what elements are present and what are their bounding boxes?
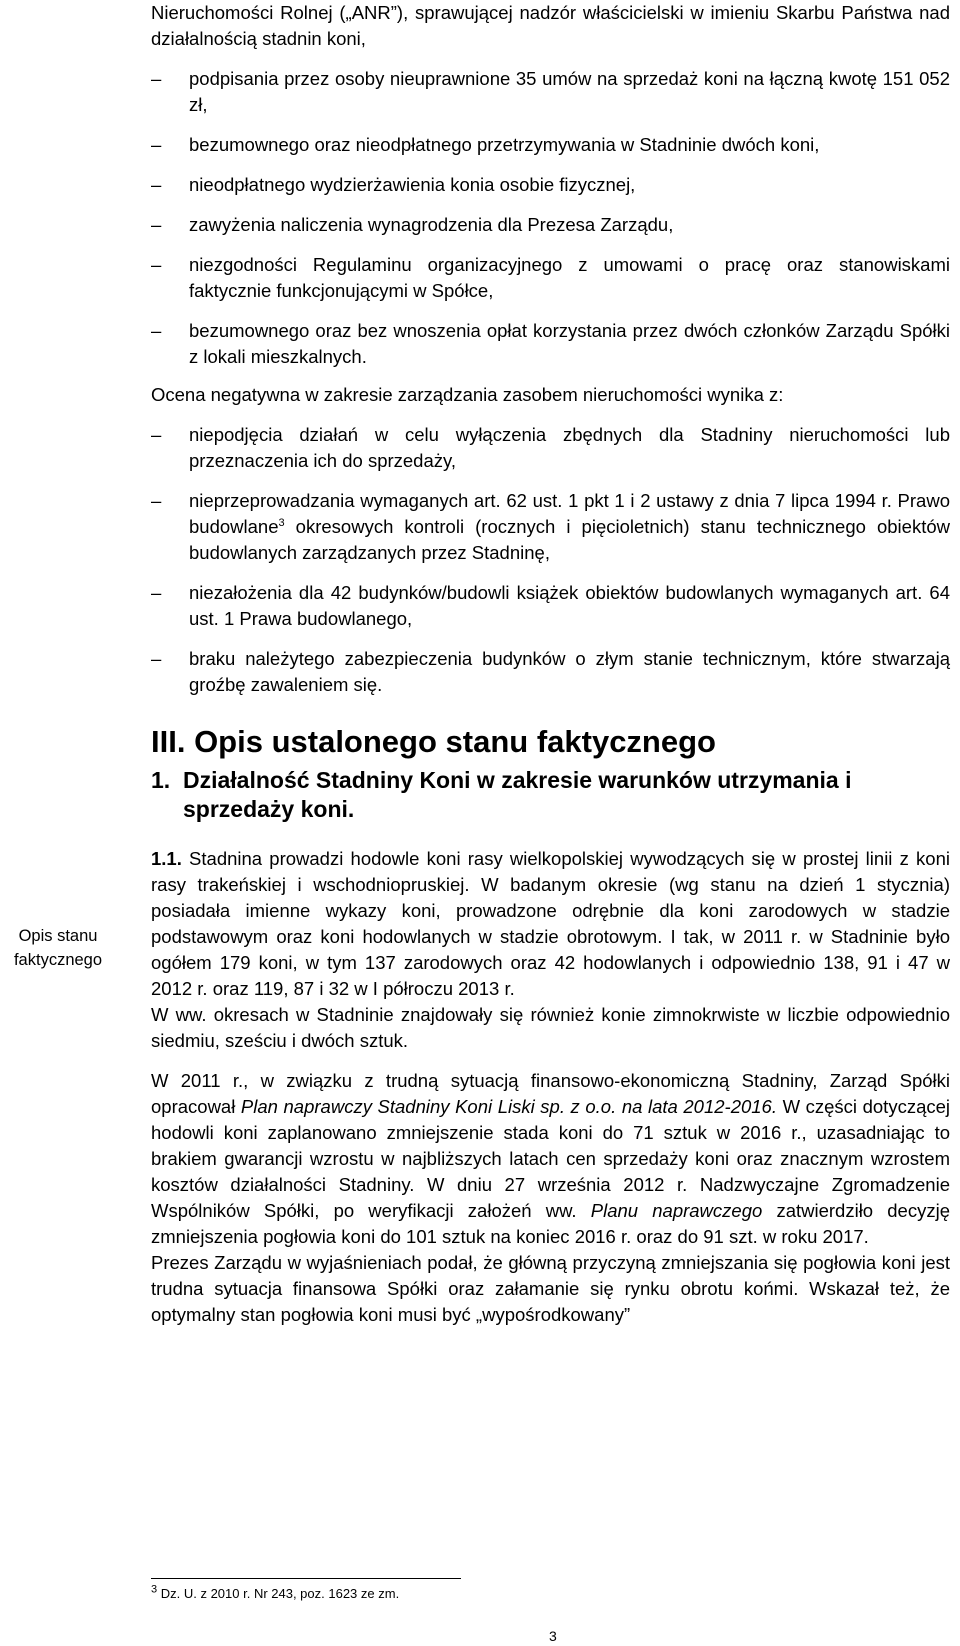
text: zatwierdziło decyzję zmniejszenia pogłowia koni do 101 sztuk na koniec 2016 r. oraz do 91 szt. w roku 2017. — [151, 1200, 950, 1247]
footnote-divider — [151, 1578, 461, 1579]
list-item: – niepodjęcia działań w celu wyłączenia zbędnych dla Stadniny nieruchomości lub przeznaczenia ich do sprzedaży, — [151, 422, 950, 474]
footnote-ref[interactable]: 3 — [278, 516, 285, 529]
text: W 2011 r., w związku z trudną sytuacją finansowo-ekonomiczną Stadniny, Zarząd Spółki opracował — [151, 1070, 950, 1117]
list-item: – niezgodności Regulaminu organizacyjnego z umowami o pracę oraz stanowiskami faktycznie funkcjonującymi w Spółce, — [151, 252, 950, 304]
list-item-text-cont: okresowych kontroli (rocznych i pięcioletnich) stanu technicznego obiektów budowlanych zarządzanych przez Stadninę, — [189, 516, 950, 563]
subsection-heading — [151, 766, 950, 824]
list-item: – braku należytego zabezpieczenia budynków o złym stanie technicznym, które stwarzają groźbę zawaleniem się. — [151, 646, 950, 698]
paragraph-recovery-plan — [151, 1068, 950, 1250]
plan-ref: Planu naprawczego — [590, 1200, 763, 1221]
list-item: – bezumownego oraz bez wnoszenia opłat korzystania przez dwóch członków Zarządu Spółki z lokali mieszkalnych. — [151, 318, 950, 370]
irregularities-list — [151, 66, 950, 370]
list-item: – nieodpłatnego wydzierżawienia konia osobie fizycznej, — [151, 172, 950, 198]
subsection-number: 1. — [151, 767, 171, 793]
text: W części dotyczącej hodowli koni zaplanowano zmniejszenie stada koni do 71 sztuk w 2016 r., uzasadniając to brakiem gwarancji wzrostu w najbliższych latach cen sprzedaży koni oraz znacznym wzrostem kosztów działalności Stadniny. W dniu 27 września 2012 r. Nadzwyczajne Zgromadzenie Wspólników Spółki, po weryfikacji założeń ww. — [151, 1096, 951, 1221]
intro-text: Nieruchomości Rolnej („ANR”), sprawującej nadzór właścicielski w imieniu Skarbu Państwa nad działalnością stadnin koni, — [151, 2, 950, 49]
list-item: – niezałożenia dla 42 budynków/budowli książek obiektów budowlanych wymaganych art. 64 ust. 1 Prawa budowlanego, — [151, 580, 950, 632]
footnote — [151, 1583, 400, 1602]
list-item-text: nieprzeprowadzania wymaganych art. 62 ust. 1 pkt 1 i 2 ustawy z dnia 7 lipca 1994 r. Prawo budowlane — [189, 490, 950, 537]
margin-note-line: Opis stanu — [18, 927, 98, 945]
property-list — [151, 422, 950, 698]
paragraph-number: 1.1. — [151, 848, 182, 869]
subsection-title: Działalność Stadniny Koni w zakresie warunków utrzymania i sprzedaży koni. — [183, 767, 852, 822]
section-heading: III. Opis ustalonego stanu faktycznego — [151, 724, 716, 759]
list-item: – zawyżenia naliczenia wynagrodzenia dla Prezesa Zarządu, — [151, 212, 950, 238]
footnote-text: Dz. U. z 2010 r. Nr 243, poz. 1623 ze zm. — [157, 1586, 400, 1601]
paragraph-cold-blood: W ww. okresach w Stadninie znajdowały się również konie zimnokrwiste w liczbie odpowiednio siedmiu, sześciu i dwóch sztuk. — [151, 1004, 950, 1051]
ocena-paragraph: Ocena negatywna w zakresie zarządzania zasobem nieruchomości wynika z: — [151, 384, 784, 405]
footnote-number: 3 — [151, 1583, 158, 1596]
main-content — [151, 0, 950, 1328]
plan-title: Plan naprawczy Stadniny Koni Liski sp. z o.o. na lata 2012-2016. — [240, 1096, 777, 1117]
margin-note-line: faktycznego — [13, 951, 103, 969]
page-number: 3 — [549, 1628, 557, 1644]
margin-note — [10, 924, 106, 972]
paragraph-explanation: Prezes Zarządu w wyjaśnieniach podał, że główną przyczyną zmniejszania się pogłowia koni jest trudna sytuacja finansowa Spółki oraz załamanie się rynku obrotu końmi. Wskazał też, że optymalny stan pogłowia koni musi być „wypośrodkowany” — [151, 1252, 950, 1325]
list-item: – podpisania przez osoby nieuprawnione 35 umów na sprzedaż koni na łączną kwotę 151 052 zł, — [151, 66, 950, 118]
list-item — [151, 488, 950, 566]
list-item: – bezumownego oraz nieodpłatnego przetrzymywania w Stadninie dwóch koni, — [151, 132, 950, 158]
paragraph-text: Stadnina prowadzi hodowle koni rasy wielkopolskiej wywodzących się w prostej linii z koni rasy trakeńskiej i wschodniopruskiej. W badanym okresie (wg stanu na dzień 1 stycznia) posiadała imienne wykazy koni, prowadzone odrębnie dla koni zarodowych w stadzie podstawowym oraz koni hodowlanych w stadzie obrotowym. I tak, w 2011 r. w Stadninie było ogółem 179 koni, w tym 137 zarodowych oraz 42 hodowlanych i odpowiednio 138, 91 i 47 w 2012 r. oraz 119, 87 i 32 w I półroczu 2013 r. — [151, 848, 950, 999]
paragraph-1-1 — [151, 846, 950, 1002]
